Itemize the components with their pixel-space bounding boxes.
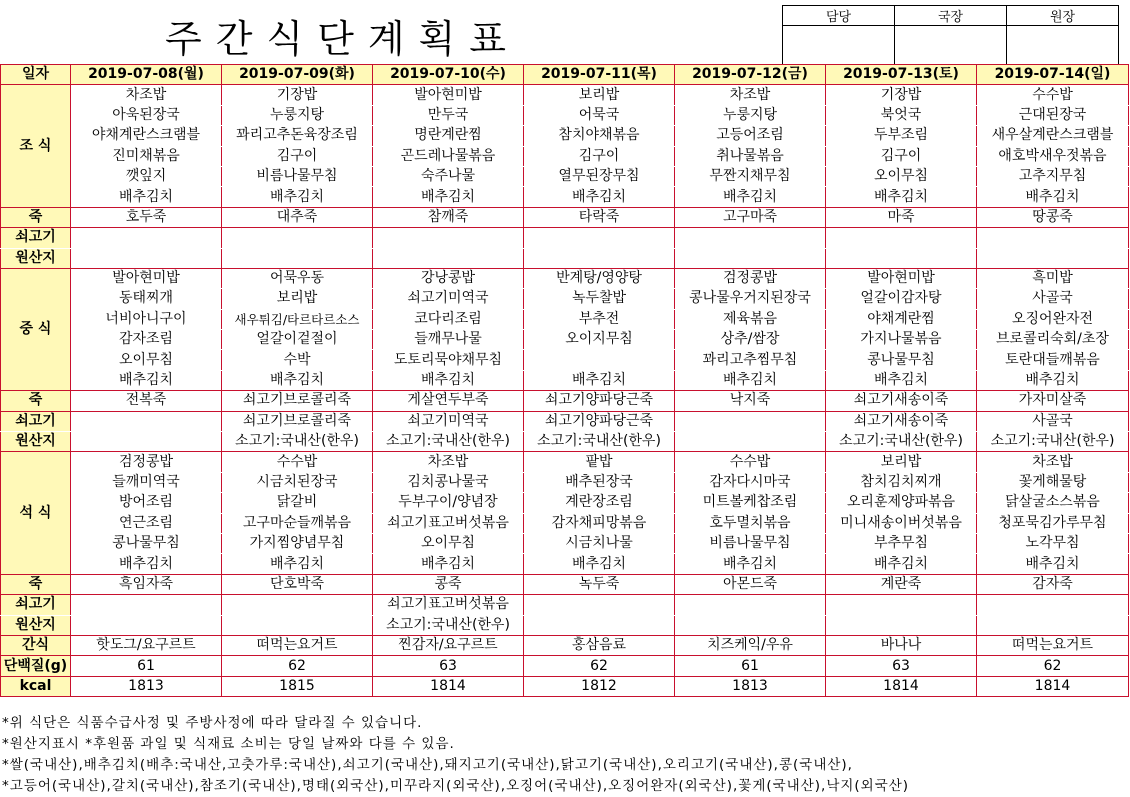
menu-item: 배추김치 — [222, 554, 373, 574]
menu-item: 배추김치 — [71, 554, 222, 574]
menu-item: 꽃게해물탕 — [977, 472, 1129, 492]
sign-box-principal[interactable] — [1007, 26, 1119, 65]
porridge-item: 계란죽 — [826, 574, 977, 594]
menu-item: 배추김치 — [675, 187, 826, 207]
protein-value: 61 — [675, 656, 826, 676]
menu-item: 근대된장국 — [977, 105, 1129, 125]
menu-item: 방어조림 — [71, 493, 222, 513]
porridge-item: 녹두죽 — [524, 574, 675, 594]
kcal-value: 1812 — [524, 676, 675, 696]
table-row — [1, 676, 1129, 696]
table-row — [1, 187, 1129, 207]
menu-item: 배추김치 — [71, 370, 222, 390]
menu-item: 참치김치찌개 — [826, 472, 977, 492]
menu-item: 배추김치 — [826, 554, 977, 574]
origin-item — [675, 248, 826, 268]
table-row — [1, 370, 1129, 390]
menu-item: 고구마순들깨볶음 — [222, 513, 373, 533]
menu-item: 배추김치 — [373, 370, 524, 390]
table-row — [1, 289, 1129, 309]
menu-item: 수수밥 — [675, 452, 826, 472]
porridge-item: 감자죽 — [977, 574, 1129, 594]
porridge-item: 호두죽 — [71, 207, 222, 227]
table-row — [1, 472, 1129, 492]
kcal-value: 1813 — [675, 676, 826, 696]
origin-label: 쇠고기 — [1, 228, 71, 248]
menu-item: 김치콩나물국 — [373, 472, 524, 492]
protein-value: 62 — [977, 656, 1129, 676]
table-row — [1, 228, 1129, 248]
menu-item: 검정콩밥 — [71, 452, 222, 472]
menu-item: 노각무침 — [977, 533, 1129, 553]
menu-item: 누룽지탕 — [675, 105, 826, 125]
menu-item: 오이지무침 — [524, 330, 675, 350]
sign-label-director: 국장 — [895, 6, 1007, 26]
menu-item: 사골국 — [977, 289, 1129, 309]
origin-item — [826, 248, 977, 268]
snack-item: 바나나 — [826, 635, 977, 655]
breakfast-label: 조 식 — [1, 85, 71, 207]
origin-label: 쇠고기 — [1, 411, 71, 431]
menu-item: 배추김치 — [826, 187, 977, 207]
table-row — [1, 574, 1129, 594]
menu-item: 배추김치 — [373, 187, 524, 207]
menu-item: 수수밥 — [977, 85, 1129, 105]
menu-item: 비름나물무침 — [222, 166, 373, 186]
menu-item: 야채계란찜 — [826, 309, 977, 329]
origin-label: 쇠고기 — [1, 595, 71, 615]
menu-item: 어묵국 — [524, 105, 675, 125]
porridge-item: 가자미살죽 — [977, 391, 1129, 411]
origin-item — [71, 411, 222, 431]
snack-item: 떠먹는요거트 — [222, 635, 373, 655]
menu-item: 닭갈비 — [222, 493, 373, 513]
menu-item: 발아현미밥 — [373, 85, 524, 105]
menu-item: 흑미밥 — [977, 268, 1129, 288]
table-row — [1, 146, 1129, 166]
menu-item: 진미채볶음 — [71, 146, 222, 166]
origin-item — [222, 595, 373, 615]
dinner-label: 석 식 — [1, 452, 71, 574]
menu-item: 곤드레나물볶음 — [373, 146, 524, 166]
menu-item: 명란계란찜 — [373, 126, 524, 146]
origin-item — [675, 595, 826, 615]
menu-item: 차조밥 — [71, 85, 222, 105]
menu-item: 보리밥 — [826, 452, 977, 472]
menu-item: 얼갈이감자탕 — [826, 289, 977, 309]
date-header: 2019-07-12(금) — [675, 65, 826, 85]
snack-item: 핫도그/요구르트 — [71, 635, 222, 655]
menu-item: 콩나물무침 — [71, 533, 222, 553]
menu-item: 녹두찰밥 — [524, 289, 675, 309]
origin-item: 소고기:국내산(한우) — [524, 432, 675, 452]
menu-item: 시금치나물 — [524, 533, 675, 553]
menu-item: 너비아니구이 — [71, 309, 222, 329]
menu-item: 보리밥 — [524, 85, 675, 105]
snack-label: 간식 — [1, 635, 71, 655]
origin-item — [373, 248, 524, 268]
menu-item: 꽈리고추돈육장조림 — [222, 126, 373, 146]
date-header: 2019-07-08(월) — [71, 65, 222, 85]
kcal-value: 1813 — [71, 676, 222, 696]
protein-value: 63 — [826, 656, 977, 676]
menu-item: 무짠지채무침 — [675, 166, 826, 186]
origin-label: 원산지 — [1, 248, 71, 268]
kcal-value: 1814 — [826, 676, 977, 696]
table-row — [1, 615, 1129, 635]
origin-item — [222, 228, 373, 248]
table-row — [1, 309, 1129, 329]
menu-item: 새우살계란스크램블 — [977, 126, 1129, 146]
menu-item: 청포묵김가루무침 — [977, 513, 1129, 533]
date-header: 2019-07-11(목) — [524, 65, 675, 85]
menu-item: 계란장조림 — [524, 493, 675, 513]
table-row — [1, 493, 1129, 513]
meal-plan-table — [0, 64, 1129, 697]
origin-item — [675, 228, 826, 248]
menu-item: 감자조림 — [71, 330, 222, 350]
date-header: 2019-07-10(수) — [373, 65, 524, 85]
menu-item: 고추지무침 — [977, 166, 1129, 186]
menu-item: 검정콩밥 — [675, 268, 826, 288]
menu-item: 발아현미밥 — [826, 268, 977, 288]
menu-item: 오이무침 — [826, 166, 977, 186]
table-row — [1, 248, 1129, 268]
origin-item: 소고기:국내산(한우) — [977, 432, 1129, 452]
porridge-item: 게살연두부죽 — [373, 391, 524, 411]
porridge-item: 마죽 — [826, 207, 977, 227]
note-line: *원산지표시 *후원품 과일 및 식재료 소비는 당일 날짜와 다를 수 있음. — [2, 736, 455, 752]
menu-item: 배추김치 — [71, 187, 222, 207]
porridge-item: 단호박죽 — [222, 574, 373, 594]
porridge-item: 땅콩죽 — [977, 207, 1129, 227]
origin-item — [977, 595, 1129, 615]
menu-item: 제육볶음 — [675, 309, 826, 329]
menu-item: 오징어완자전 — [977, 309, 1129, 329]
origin-item — [977, 615, 1129, 635]
menu-item: 배추김치 — [222, 370, 373, 390]
menu-item: 연근조림 — [71, 513, 222, 533]
menu-item: 배추김치 — [977, 554, 1129, 574]
table-row — [1, 268, 1129, 288]
menu-item: 토란대들깨볶음 — [977, 350, 1129, 370]
origin-item — [977, 228, 1129, 248]
origin-item — [373, 228, 524, 248]
menu-item: 발아현미밥 — [71, 268, 222, 288]
kcal-value: 1815 — [222, 676, 373, 696]
sign-box-manager[interactable] — [783, 26, 895, 65]
table-row — [1, 65, 1129, 85]
menu-item: 들깨무나물 — [373, 330, 524, 350]
sign-label-manager: 담당 — [783, 6, 895, 26]
menu-item: 배추된장국 — [524, 472, 675, 492]
date-header: 2019-07-13(토) — [826, 65, 977, 85]
menu-item: 배추김치 — [524, 370, 675, 390]
menu-item: 배추김치 — [675, 370, 826, 390]
origin-item: 사골국 — [977, 411, 1129, 431]
protein-value: 63 — [373, 656, 524, 676]
menu-item: 숙주나물 — [373, 166, 524, 186]
menu-item: 새우튀김/타르타르소스 — [222, 309, 373, 329]
menu-item: 미트볼케찹조림 — [675, 493, 826, 513]
menu-item: 미니새송이버섯볶음 — [826, 513, 977, 533]
origin-item — [675, 615, 826, 635]
menu-item: 감자다시마국 — [675, 472, 826, 492]
porridge-item: 쇠고기새송이죽 — [826, 391, 977, 411]
menu-item: 비름나물무침 — [675, 533, 826, 553]
kcal-label: kcal — [1, 676, 71, 696]
table-row — [1, 350, 1129, 370]
menu-item: 쇠고기미역국 — [373, 289, 524, 309]
menu-item: 배추김치 — [524, 187, 675, 207]
menu-item: 기장밥 — [826, 85, 977, 105]
menu-item: 코다리조림 — [373, 309, 524, 329]
porridge-item: 타락죽 — [524, 207, 675, 227]
origin-item: 소고기:국내산(한우) — [373, 432, 524, 452]
porridge-item: 참깨죽 — [373, 207, 524, 227]
menu-item: 차조밥 — [373, 452, 524, 472]
table-row — [1, 126, 1129, 146]
origin-item — [524, 615, 675, 635]
table-row — [1, 513, 1129, 533]
origin-label: 원산지 — [1, 432, 71, 452]
origin-item — [826, 228, 977, 248]
menu-item: 콩나물무침 — [826, 350, 977, 370]
origin-item — [222, 615, 373, 635]
menu-item: 차조밥 — [977, 452, 1129, 472]
date-header: 2019-07-09(화) — [222, 65, 373, 85]
origin-item — [71, 595, 222, 615]
menu-item: 보리밥 — [222, 289, 373, 309]
origin-item: 쇠고기양파당근죽 — [524, 411, 675, 431]
table-row — [1, 554, 1129, 574]
menu-item: 감자채피망볶음 — [524, 513, 675, 533]
menu-item: 배추김치 — [977, 370, 1129, 390]
protein-label: 단백질(g) — [1, 656, 71, 676]
origin-item — [71, 248, 222, 268]
porridge-item: 콩죽 — [373, 574, 524, 594]
menu-item: 오리훈제양파볶음 — [826, 493, 977, 513]
note-line: *쌀(국내산),배추김치(배추:국내산,고춧가루:국내산),쇠고기(국내산),돼지고기(국내산),닭고기(국내산),오리고기(국내산),콩(국내산), — [2, 757, 853, 773]
table-row — [1, 452, 1129, 472]
menu-item: 열무된장무침 — [524, 166, 675, 186]
origin-label: 원산지 — [1, 615, 71, 635]
origin-item — [524, 248, 675, 268]
menu-item: 가지찜양념무침 — [222, 533, 373, 553]
table-row — [1, 207, 1129, 227]
porridge-label: 죽 — [1, 207, 71, 227]
menu-item: 두부조림 — [826, 126, 977, 146]
menu-item: 수수밥 — [222, 452, 373, 472]
table-row — [1, 411, 1129, 431]
menu-item: 깻잎지 — [71, 166, 222, 186]
porridge-item: 쇠고기브로콜리죽 — [222, 391, 373, 411]
origin-item — [826, 615, 977, 635]
origin-item: 쇠고기표고버섯볶음 — [373, 595, 524, 615]
table-row — [1, 330, 1129, 350]
table-row — [1, 85, 1129, 105]
menu-item — [524, 350, 675, 370]
note-line: *위 식단은 식품수급사정 및 주방사정에 따라 달라질 수 있습니다. — [2, 715, 423, 731]
menu-item: 콩나물우거지된장국 — [675, 289, 826, 309]
menu-item: 두부구이/양념장 — [373, 493, 524, 513]
menu-item: 김구이 — [826, 146, 977, 166]
menu-item: 팥밥 — [524, 452, 675, 472]
table-row — [1, 432, 1129, 452]
note-line: *고등어(국내산),갈치(국내산),참조기(국내산),명태(외국산),미꾸라지(외국산),오징어(국내산),오징어완자(외국산),꽃게(국내산),낙지(외국산) — [2, 778, 910, 794]
menu-item: 배추김치 — [222, 187, 373, 207]
origin-item — [71, 228, 222, 248]
porridge-item: 흑임자죽 — [71, 574, 222, 594]
protein-value: 61 — [71, 656, 222, 676]
menu-item: 김구이 — [222, 146, 373, 166]
origin-item: 쇠고기미역국 — [373, 411, 524, 431]
origin-item: 쇠고기새송이죽 — [826, 411, 977, 431]
menu-item: 도토리묵야채무침 — [373, 350, 524, 370]
menu-item: 배추김치 — [524, 554, 675, 574]
menu-item: 고등어조림 — [675, 126, 826, 146]
menu-item: 배추김치 — [977, 187, 1129, 207]
menu-item: 아욱된장국 — [71, 105, 222, 125]
menu-item: 누룽지탕 — [222, 105, 373, 125]
origin-item: 소고기:국내산(한우) — [826, 432, 977, 452]
menu-item: 들깨미역국 — [71, 472, 222, 492]
menu-item: 오이무침 — [373, 533, 524, 553]
menu-item: 닭살굴소스볶음 — [977, 493, 1129, 513]
menu-item: 얼갈이겉절이 — [222, 330, 373, 350]
porridge-item: 대추죽 — [222, 207, 373, 227]
approval-box — [782, 5, 1119, 65]
origin-item — [222, 248, 373, 268]
lunch-label: 중 식 — [1, 268, 71, 390]
menu-item: 오이무침 — [71, 350, 222, 370]
menu-item: 동태찌개 — [71, 289, 222, 309]
table-row — [1, 595, 1129, 615]
date-header-label: 일자 — [1, 65, 71, 85]
origin-item — [71, 432, 222, 452]
origin-item — [524, 228, 675, 248]
table-row — [1, 635, 1129, 655]
menu-item: 만두국 — [373, 105, 524, 125]
origin-item: 소고기:국내산(한우) — [373, 615, 524, 635]
origin-item — [675, 411, 826, 431]
menu-item: 꽈리고추찜무침 — [675, 350, 826, 370]
menu-item: 쇠고기표고버섯볶음 — [373, 513, 524, 533]
menu-item: 부추무침 — [826, 533, 977, 553]
menu-item: 호두멸치볶음 — [675, 513, 826, 533]
origin-item: 쇠고기브로콜리죽 — [222, 411, 373, 431]
menu-item: 가지나물볶음 — [826, 330, 977, 350]
menu-item: 배추김치 — [826, 370, 977, 390]
table-row — [1, 105, 1129, 125]
table-row — [1, 391, 1129, 411]
menu-item: 브로콜리숙회/초장 — [977, 330, 1129, 350]
porridge-label: 죽 — [1, 574, 71, 594]
menu-item: 어묵우동 — [222, 268, 373, 288]
protein-value: 62 — [222, 656, 373, 676]
kcal-value: 1814 — [373, 676, 524, 696]
menu-item: 참치야채볶음 — [524, 126, 675, 146]
snack-item: 떠먹는요거트 — [977, 635, 1129, 655]
table-row — [1, 533, 1129, 553]
snack-item: 홍삼음료 — [524, 635, 675, 655]
menu-item: 기장밥 — [222, 85, 373, 105]
menu-item: 야채계란스크램블 — [71, 126, 222, 146]
origin-item — [977, 248, 1129, 268]
origin-item — [675, 432, 826, 452]
menu-item: 북엇국 — [826, 105, 977, 125]
snack-item: 치즈케익/우유 — [675, 635, 826, 655]
page-title: 주간식단계획표 — [165, 17, 520, 61]
porridge-item: 아몬드죽 — [675, 574, 826, 594]
date-header: 2019-07-14(일) — [977, 65, 1129, 85]
menu-item: 부추전 — [524, 309, 675, 329]
origin-item — [826, 595, 977, 615]
menu-item: 취나물볶음 — [675, 146, 826, 166]
menu-item: 차조밥 — [675, 85, 826, 105]
porridge-item: 낙지죽 — [675, 391, 826, 411]
porridge-item: 전복죽 — [71, 391, 222, 411]
porridge-item: 고구마죽 — [675, 207, 826, 227]
origin-item — [71, 615, 222, 635]
protein-value: 62 — [524, 656, 675, 676]
table-row — [1, 656, 1129, 676]
menu-item: 반계탕/영양탕 — [524, 268, 675, 288]
menu-item: 애호박새우젓볶음 — [977, 146, 1129, 166]
porridge-item: 쇠고기양파당근죽 — [524, 391, 675, 411]
sign-box-director[interactable] — [895, 26, 1007, 65]
notes — [2, 713, 909, 797]
origin-item: 소고기:국내산(한우) — [222, 432, 373, 452]
menu-item: 시금치된장국 — [222, 472, 373, 492]
porridge-label: 죽 — [1, 391, 71, 411]
menu-item: 김구이 — [524, 146, 675, 166]
origin-item — [524, 595, 675, 615]
menu-item: 배추김치 — [675, 554, 826, 574]
menu-item: 상추/쌈장 — [675, 330, 826, 350]
menu-item: 강낭콩밥 — [373, 268, 524, 288]
sign-label-principal: 원장 — [1007, 6, 1119, 26]
table-row — [1, 166, 1129, 186]
kcal-value: 1814 — [977, 676, 1129, 696]
snack-item: 찐감자/요구르트 — [373, 635, 524, 655]
menu-item: 배추김치 — [373, 554, 524, 574]
menu-item: 수박 — [222, 350, 373, 370]
